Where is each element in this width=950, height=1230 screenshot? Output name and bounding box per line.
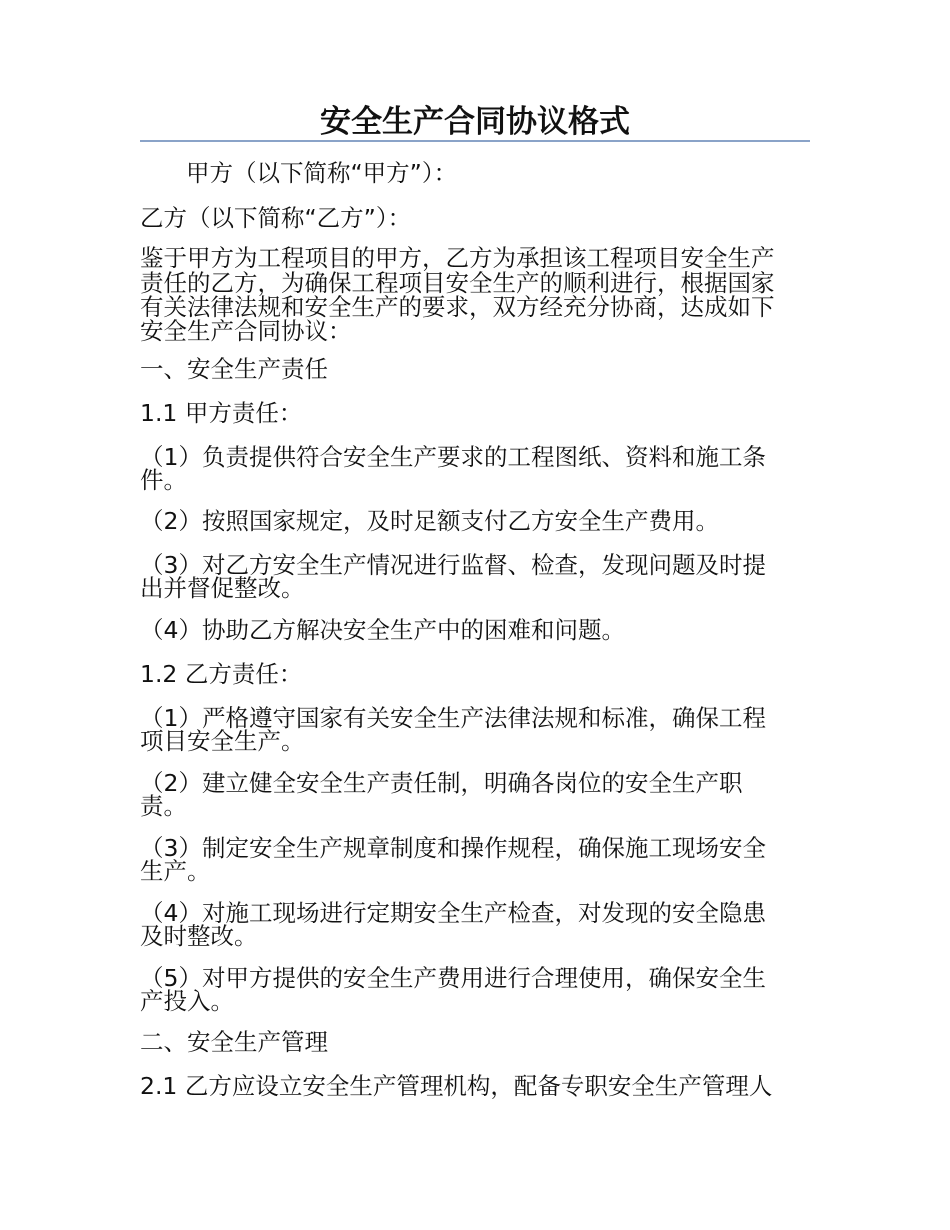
title-block — [140, 100, 810, 142]
list-item-line: 出并督促整改。 — [140, 574, 305, 602]
party-b-line: 乙方（以下简称“乙方”）： — [140, 204, 412, 232]
party-a-line: 甲方（以下简称“甲方”）： — [186, 159, 458, 187]
list-item-line: 项目安全生产。 — [140, 727, 305, 755]
list-item-line: （4）协助乙方解决安全生产中的困难和问题。 — [140, 616, 625, 644]
preamble-paragraph — [140, 244, 812, 345]
list-item-line: 产投入。 — [140, 987, 234, 1015]
list-item — [140, 834, 812, 885]
list-item-line: （3）制定安全生产规章制度和操作规程，确保施工现场安全 — [140, 834, 766, 862]
preamble-line: 有关法律法规和安全生产的要求，双方经充分协商，达成如下 — [140, 293, 775, 321]
section-1-2-heading: 1.2 乙方责任： — [140, 660, 303, 688]
list-item — [140, 443, 812, 494]
document-title: 安全生产合同协议格式 — [320, 104, 630, 140]
list-item-line: （1）严格遵守国家有关安全生产法律法规和标准，确保工程 — [140, 704, 766, 732]
list-item-line: 生产。 — [140, 857, 211, 885]
list-item-line: （2）建立健全安全生产责任制，明确各岗位的安全生产职 — [140, 769, 743, 797]
list-item — [140, 899, 812, 950]
list-item — [140, 551, 812, 602]
list-item — [140, 704, 812, 755]
section-1-heading: 一、安全生产责任 — [140, 355, 328, 383]
list-item-line: （4）对施工现场进行定期安全生产检查，对发现的安全隐患 — [140, 899, 766, 927]
section-2-heading: 二、安全生产管理 — [140, 1028, 328, 1056]
preamble-line: 安全生产合同协议： — [140, 317, 352, 345]
list-item — [140, 964, 812, 1015]
list-item-line: 责。 — [140, 792, 187, 820]
list-item-line: （3）对乙方安全生产情况进行监督、检查，发现问题及时提 — [140, 551, 766, 579]
list-item — [140, 769, 812, 820]
list-item-line: 件。 — [140, 466, 187, 494]
list-item-line: 及时整改。 — [140, 922, 258, 950]
list-item-line: （1）负责提供符合安全生产要求的工程图纸、资料和施工条 — [140, 443, 766, 471]
section-2-1-line: 2.1 乙方应设立安全生产管理机构，配备专职安全生产管理人 — [140, 1072, 773, 1100]
preamble-line: 责任的乙方，为确保工程项目安全生产的顺利进行，根据国家 — [140, 269, 775, 297]
list-item-line: （5）对甲方提供的安全生产费用进行合理使用，确保安全生 — [140, 964, 766, 992]
preamble-line: 鉴于甲方为工程项目的甲方，乙方为承担该工程项目安全生产 — [140, 244, 775, 272]
list-item-line: （2）按照国家规定，及时足额支付乙方安全生产费用。 — [140, 507, 719, 535]
section-1-1-heading: 1.1 甲方责任： — [140, 399, 303, 427]
